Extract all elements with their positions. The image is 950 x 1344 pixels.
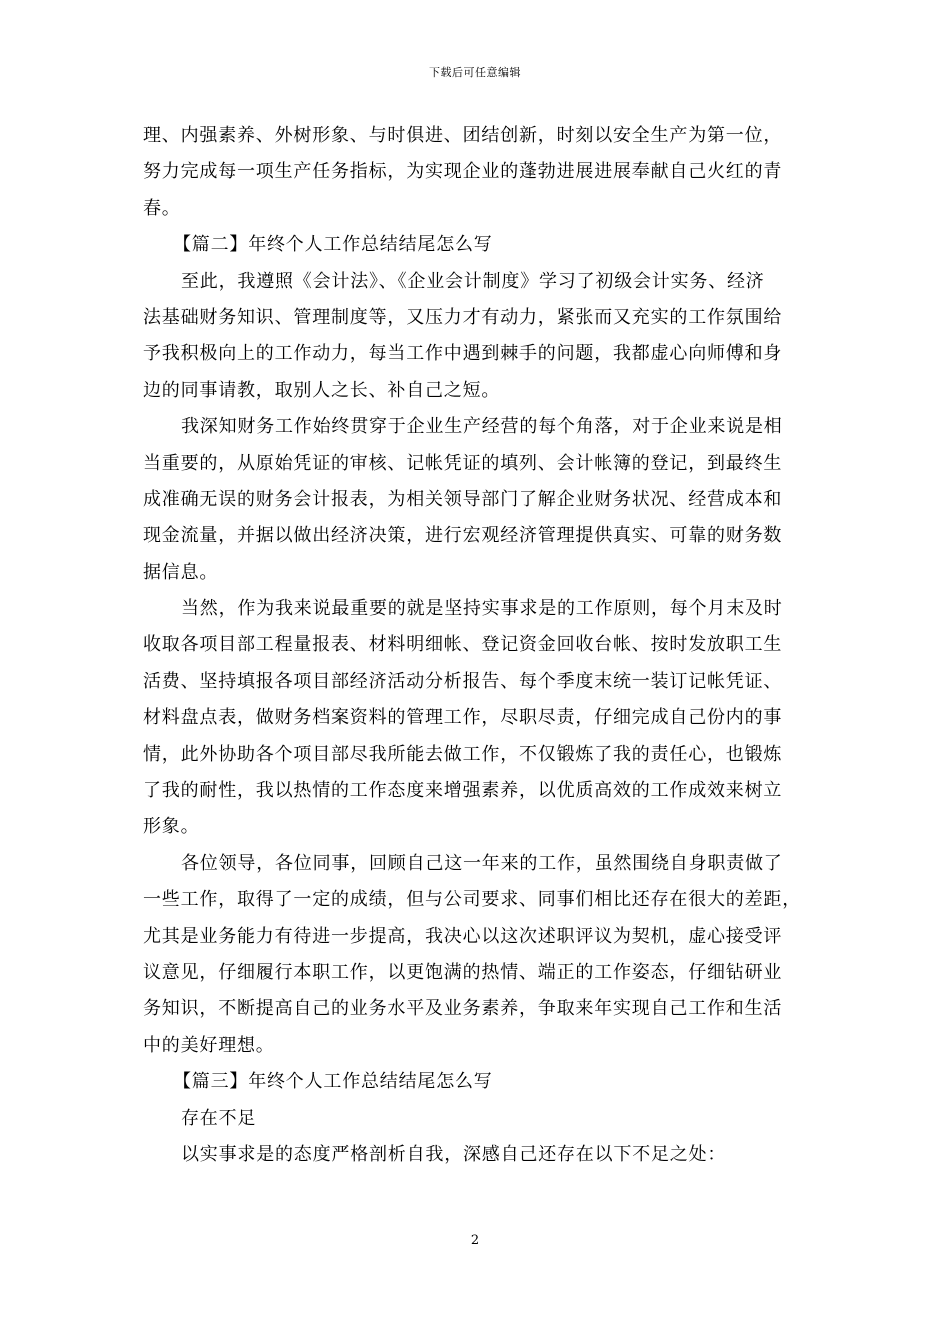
text-line: 以实事求是的态度严格剖析自我，深感自己还存在以下不足之处： — [181, 1143, 727, 1165]
section-heading: 【篇三】年终个人工作总结结尾怎么写 — [173, 1071, 493, 1093]
text-line: 我深知财务工作始终贯穿于企业生产经营的每个角落，对于企业来说是相 — [181, 416, 783, 438]
page-number: 2 — [470, 1233, 480, 1248]
text-line: 当重要的，从原始凭证的审核、记帐凭证的填列、会计帐簿的登记，到最终生 — [143, 452, 783, 474]
text-line: 成准确无误的财务会计报表，为相关领导部门了解企业财务状况、经营成本和 — [143, 488, 783, 510]
section-heading: 【篇二】年终个人工作总结结尾怎么写 — [173, 234, 493, 256]
text-line: 至此，我遵照《会计法》、《企业会计制度》学习了初级会计实务、经济 — [181, 270, 765, 292]
text-line: 了我的耐性，我以热情的工作态度来增强素养，以优质高效的工作成效来树立 — [143, 780, 783, 802]
text-line: 一些工作，取得了一定的成绩，但与公司要求、同事们相比还存在很大的差距， — [143, 889, 801, 911]
text-line: 现金流量，并据以做出经济决策，进行宏观经济管理提供真实、可靠的财务数 — [143, 525, 783, 547]
text-line: 收取各项目部工程量报表、材料明细帐、登记资金回收台帐、按时发放职工生 — [143, 634, 783, 656]
text-line: 据信息。 — [143, 561, 219, 583]
text-line: 存在不足 — [181, 1107, 257, 1129]
text-line: 尤其是业务能力有待进一步提高，我决心以这次述职评议为契机，虚心接受评 — [143, 925, 783, 947]
text-line: 情，此外协助各个项目部尽我所能去做工作，不仅锻炼了我的责任心，也锻炼 — [143, 743, 783, 765]
text-line: 务知识，不断提高自己的业务水平及业务素养，争取来年实现自己工作和生活 — [143, 998, 783, 1020]
text-line: 理、内强素养、外树形象、与时俱进、团结创新，时刻以安全生产为第一位， — [143, 125, 783, 146]
page-header: 下载后可任意编辑 — [429, 66, 521, 79]
text-line: 边的同事请教，取别人之长、补自己之短。 — [143, 379, 501, 401]
text-line: 材料盘点表，做财务档案资料的管理工作，尽职尽责，仔细完成自己份内的事 — [143, 707, 783, 729]
text-line: 法基础财务知识、管理制度等，又压力才有动力，紧张而又充实的工作氛围给 — [143, 306, 783, 328]
text-line: 春。 — [143, 197, 181, 219]
text-line: 中的美好理想。 — [143, 1034, 275, 1056]
text-line: 各位领导，各位同事，回顾自己这一年来的工作，虽然围绕自身职责做了 — [181, 852, 783, 874]
text-line: 形象。 — [143, 816, 200, 838]
text-line: 努力完成每一项生产任务指标，为实现企业的蓬勃进展进展奉献自己火红的青 — [143, 161, 783, 183]
text-line: 活费、坚持填报各项目部经济活动分析报告、每个季度末统一装订记帐凭证、 — [143, 670, 783, 692]
document-body — [143, 118, 809, 1173]
text-line: 当然，作为我来说最重要的就是坚持实事求是的工作原则，每个月末及时 — [181, 598, 783, 620]
text-line: 予我积极向上的工作动力，每当工作中遇到棘手的问题，我都虚心向师傅和身 — [143, 343, 783, 365]
text-line: 议意见，仔细履行本职工作，以更饱满的热情、端正的工作姿态，仔细钻研业 — [143, 961, 783, 983]
